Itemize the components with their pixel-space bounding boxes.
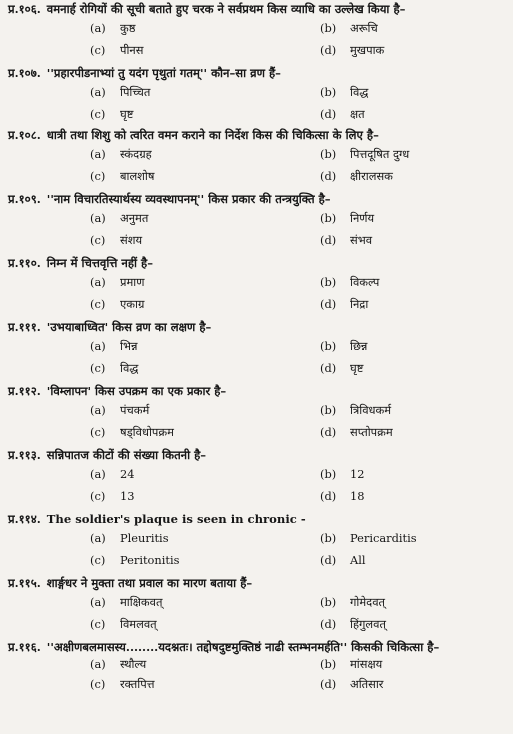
question-stem <box>8 448 509 463</box>
question-stem <box>8 192 509 207</box>
question-number: प्र.१०७. <box>8 66 41 80</box>
option-text: निद्रा <box>350 297 369 311</box>
question-number: प्र.११४. <box>8 512 41 526</box>
option-label: (d) <box>320 169 337 183</box>
option-b <box>320 403 391 418</box>
option-label: (b) <box>320 275 337 289</box>
option-a <box>90 21 135 36</box>
option-b <box>320 467 365 482</box>
option-b <box>320 147 409 162</box>
option-d <box>320 43 384 58</box>
question-number: प्र.११२. <box>8 384 41 398</box>
option-text: निर्णय <box>350 211 375 225</box>
option-text: 13 <box>120 489 135 503</box>
option-text: संशय <box>120 233 143 247</box>
options-group <box>8 657 509 701</box>
options-group <box>8 467 509 511</box>
question-number: प्र.१०८. <box>8 128 41 142</box>
option-text: पित्तदूषित दुग्ध <box>350 147 410 161</box>
option-c <box>90 553 179 568</box>
option-a <box>90 403 149 418</box>
option-a <box>90 85 150 100</box>
option-label: (c) <box>90 425 106 439</box>
option-label: (d) <box>320 297 337 311</box>
option-label: (d) <box>320 489 337 503</box>
option-text: सप्तोपक्रम <box>350 425 393 439</box>
option-text: हिंगुलवत् <box>350 617 386 631</box>
option-text: घृष्ट <box>350 361 364 375</box>
option-label: (a) <box>90 211 106 225</box>
option-label: (b) <box>320 85 337 99</box>
option-label: (a) <box>90 531 106 545</box>
option-d <box>320 233 372 248</box>
question-number: प्र.१०६. <box>8 2 41 16</box>
question-110 <box>8 256 509 319</box>
option-text: 18 <box>350 489 365 503</box>
option-c <box>90 425 174 440</box>
option-label: (d) <box>320 553 337 567</box>
question-111 <box>8 320 509 383</box>
option-label: (d) <box>320 107 337 121</box>
option-c <box>90 297 144 312</box>
question-106 <box>8 2 509 65</box>
option-label: (c) <box>90 169 106 183</box>
option-label: (c) <box>90 107 106 121</box>
question-number: प्र.१११. <box>8 320 41 334</box>
option-label: (b) <box>320 531 337 545</box>
option-c <box>90 361 138 376</box>
options-group <box>8 595 509 639</box>
option-d <box>320 169 393 184</box>
options-group <box>8 275 509 319</box>
option-label: (b) <box>320 657 337 671</box>
option-b <box>320 21 378 36</box>
option-text: क्षत <box>350 107 365 121</box>
option-label: (a) <box>90 339 106 353</box>
option-a <box>90 275 144 290</box>
option-label: (d) <box>320 233 337 247</box>
option-d <box>320 677 383 692</box>
option-a <box>90 531 169 546</box>
question-stem <box>8 66 509 81</box>
option-b <box>320 85 368 100</box>
option-text: अनुमत <box>120 211 149 225</box>
option-d <box>320 617 386 632</box>
option-b <box>320 595 385 610</box>
option-text: पीनस <box>120 43 144 57</box>
option-label: (c) <box>90 43 106 57</box>
question-number: प्र.११०. <box>8 256 41 270</box>
option-c <box>90 43 143 58</box>
option-text: अरूचि <box>350 21 378 35</box>
option-label: (c) <box>90 361 106 375</box>
options-group <box>8 21 509 65</box>
option-text: स्थौल्य <box>120 657 147 671</box>
question-text: ''नाम विचारतिस्यार्थस्य व्यवस्थापनम्'' किस प्रकार की तन्त्रयुक्ति है– <box>46 192 331 206</box>
question-109 <box>8 192 509 255</box>
option-label: (a) <box>90 85 106 99</box>
option-label: (a) <box>90 21 106 35</box>
option-a <box>90 211 148 226</box>
option-text: घृष्ट <box>120 107 134 121</box>
option-label: (b) <box>320 147 337 161</box>
option-label: (b) <box>320 403 337 417</box>
option-text: अतिसार <box>350 677 384 691</box>
question-text: वमनार्ह रोगियों की सूची बताते हुए चरक ने सर्वप्रथम किस व्याधि का उल्लेख किया है– <box>46 2 406 16</box>
question-number: प्र.११५. <box>8 576 41 590</box>
option-text: एकाग्र <box>120 297 145 311</box>
question-116 <box>8 640 509 701</box>
option-text: Peritonitis <box>120 553 180 567</box>
options-group <box>8 85 509 129</box>
question-text: ''प्रहारपीडनाभ्यां तु यदंग पृथुतां गतम्'' कौन–सा व्रण हैं– <box>46 66 281 80</box>
option-c <box>90 107 133 122</box>
option-text: संभव <box>350 233 373 247</box>
option-label: (b) <box>320 211 337 225</box>
option-text: 12 <box>350 467 365 481</box>
option-c <box>90 489 135 504</box>
option-b <box>320 211 374 226</box>
option-d <box>320 553 366 568</box>
option-text: प्रमाण <box>120 275 145 289</box>
option-label: (d) <box>320 43 337 57</box>
option-text: मुखपाक <box>350 43 385 57</box>
option-label: (a) <box>90 595 106 609</box>
option-text: विद्ध <box>350 85 369 99</box>
option-text: बालशोष <box>120 169 155 183</box>
option-d <box>320 107 365 122</box>
question-107 <box>8 66 509 129</box>
question-text: 'उभयाबाध्वित' किस व्रण का लक्षण है– <box>46 320 212 334</box>
option-a <box>90 467 135 482</box>
option-a <box>90 595 162 610</box>
option-c <box>90 677 155 692</box>
question-stem <box>8 320 509 335</box>
question-text: ''अक्षीणबलमासस्य........यदश्नतः। तद्दोषदुष्टमुक्तिष्ठं नाढी स्तम्भनमर्हति'' किसकी चिकित्सा है– <box>46 640 440 654</box>
options-group <box>8 211 509 255</box>
option-text: क्षीरालसक <box>350 169 393 183</box>
question-number: प्र.११६. <box>8 640 41 654</box>
option-b <box>320 275 379 290</box>
option-b <box>320 531 417 546</box>
option-text: 24 <box>120 467 135 481</box>
option-label: (a) <box>90 275 106 289</box>
option-label: (a) <box>90 467 106 481</box>
option-label: (a) <box>90 147 106 161</box>
question-number: प्र.१०९. <box>8 192 41 206</box>
option-c <box>90 617 157 632</box>
option-a <box>90 339 137 354</box>
option-text: Pericarditis <box>350 531 417 545</box>
question-108 <box>8 128 509 191</box>
option-text: मांसक्षय <box>350 657 383 671</box>
options-group <box>8 403 509 447</box>
option-text: पिच्चित <box>120 85 151 99</box>
options-group <box>8 531 509 575</box>
question-stem <box>8 256 509 271</box>
option-label: (b) <box>320 339 337 353</box>
option-label: (c) <box>90 489 106 503</box>
option-label: (b) <box>320 21 337 35</box>
option-label: (c) <box>90 553 106 567</box>
question-stem <box>8 640 509 655</box>
option-text: विकल्प <box>350 275 380 289</box>
option-c <box>90 233 142 248</box>
question-stem <box>8 2 509 17</box>
option-text: गोमेदवत् <box>350 595 386 609</box>
question-text: शार्ङ्गधर ने मुक्ता तथा प्रवाल का मारण बताया हैं– <box>46 576 253 590</box>
option-d <box>320 489 365 504</box>
question-text: धात्री तथा शिशु को त्वरित वमन कराने का निर्देश किस की चिकित्सा के लिए है– <box>46 128 379 142</box>
question-text: 'विम्लापन' किस उपक्रम का एक प्रकार है– <box>46 384 227 398</box>
option-text: माक्षिकवत् <box>120 595 163 609</box>
option-label: (d) <box>320 617 337 631</box>
option-label: (c) <box>90 677 106 691</box>
option-text: Pleuritis <box>120 531 169 545</box>
option-label: (c) <box>90 297 106 311</box>
options-group <box>8 339 509 383</box>
option-text: विमलवत् <box>120 617 157 631</box>
option-text: All <box>350 553 366 567</box>
option-text: विद्ध <box>120 361 139 375</box>
option-a <box>90 657 146 672</box>
option-text: कुष्ठ <box>120 21 136 35</box>
question-114 <box>8 512 509 575</box>
question-stem <box>8 512 509 527</box>
question-stem <box>8 128 509 143</box>
question-number: प्र.११३. <box>8 448 41 462</box>
option-text: स्कंदग्रह <box>120 147 152 161</box>
question-115 <box>8 576 509 639</box>
option-text: छिन्न <box>350 339 368 353</box>
question-113 <box>8 448 509 511</box>
option-text: भिन्न <box>120 339 138 353</box>
option-label: (c) <box>90 233 106 247</box>
option-text: षड्विधोपक्रम <box>120 425 174 439</box>
option-label: (d) <box>320 677 337 691</box>
option-label: (d) <box>320 361 337 375</box>
question-text: सन्निपातज कीटों की संख्या कितनी है– <box>46 448 207 462</box>
question-text: The soldier's plaque is seen in chronic - <box>46 512 306 526</box>
option-b <box>320 339 367 354</box>
option-label: (a) <box>90 403 106 417</box>
option-text: पंचकर्म <box>120 403 150 417</box>
option-text: रक्तपित्त <box>120 677 155 691</box>
option-label: (d) <box>320 425 337 439</box>
option-a <box>90 147 152 162</box>
option-label: (c) <box>90 617 106 631</box>
question-text: निम्न में चित्तवृत्ति नहीं है– <box>46 256 154 270</box>
question-stem <box>8 576 509 591</box>
option-text: त्रिविधकर्म <box>350 403 392 417</box>
option-d <box>320 297 368 312</box>
option-d <box>320 425 393 440</box>
option-label: (b) <box>320 467 337 481</box>
question-112 <box>8 384 509 447</box>
option-b <box>320 657 382 672</box>
option-d <box>320 361 363 376</box>
option-label: (b) <box>320 595 337 609</box>
option-c <box>90 169 154 184</box>
option-label: (a) <box>90 657 106 671</box>
question-stem <box>8 384 509 399</box>
options-group <box>8 147 509 191</box>
